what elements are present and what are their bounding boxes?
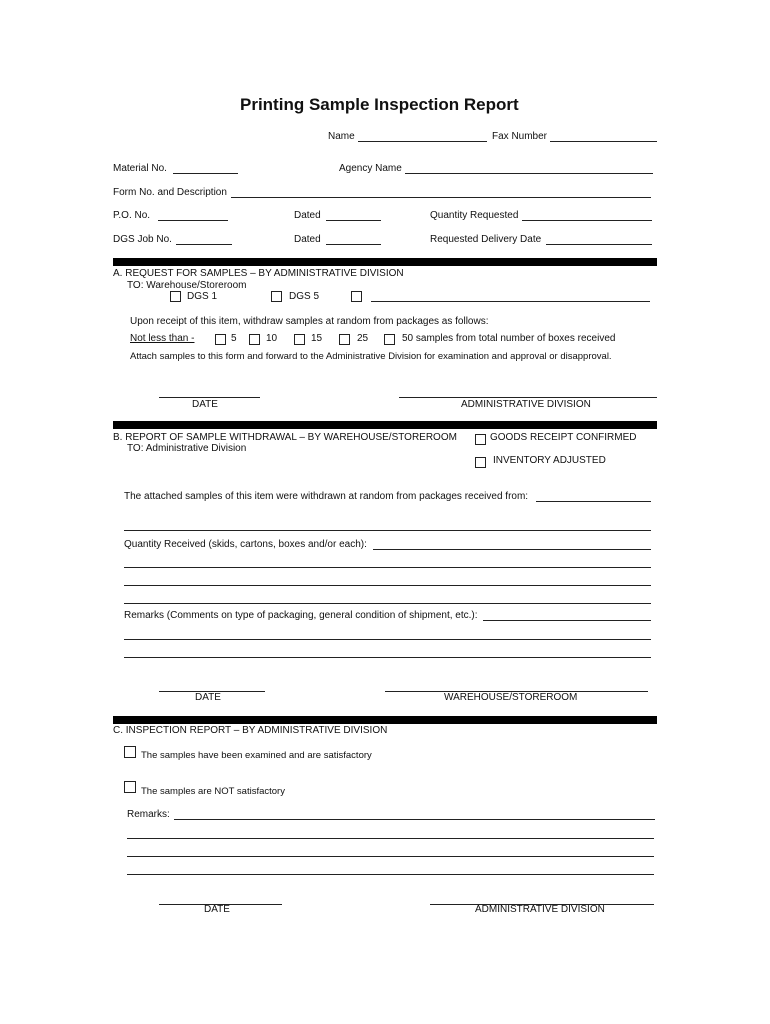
section-b-date-label: DATE (195, 692, 221, 703)
satisfactory-checkbox[interactable] (124, 746, 136, 758)
section-c-remarks-label: Remarks: (127, 809, 170, 820)
section-c-remarks-line-4[interactable] (127, 874, 654, 875)
qty-received-line-4[interactable] (124, 603, 651, 604)
withdrawn-from-field[interactable] (536, 501, 651, 502)
attach-instruction: Attach samples to this form and forward to the Administrative Division for examination and approval or disapproval. (130, 351, 612, 362)
section-c-heading: C. INSPECTION REPORT – BY ADMINISTRATIVE DIVISION (113, 725, 388, 736)
other-location-checkbox[interactable] (351, 291, 362, 302)
section-c-remarks-field[interactable] (174, 819, 655, 820)
inventory-adjusted-label: INVENTORY ADJUSTED (493, 455, 606, 466)
form-field[interactable] (231, 197, 651, 198)
qty-received-line-3[interactable] (124, 585, 651, 586)
sample-50-label: 50 samples from total number of boxes received (402, 333, 616, 344)
dgs5-label: DGS 5 (289, 291, 320, 302)
section-b-to: TO: Administrative Division (127, 443, 247, 454)
name-field[interactable] (358, 141, 487, 142)
not-satisfactory-label: The samples are NOT satisfactory (141, 786, 285, 797)
fax-field[interactable] (550, 141, 657, 142)
sample-25-checkbox[interactable] (339, 334, 350, 345)
dated-label-1: Dated (294, 210, 321, 221)
other-location-field[interactable] (371, 301, 650, 302)
section-c-date-label: DATE (204, 904, 230, 915)
dgs-job-field[interactable] (176, 244, 232, 245)
goods-receipt-label: GOODS RECEIPT CONFIRMED (490, 432, 637, 443)
qty-received-field[interactable] (373, 549, 651, 550)
agency-label: Agency Name (339, 163, 402, 174)
not-less-than-label: Not less than - (130, 333, 195, 344)
section-b-remarks-field[interactable] (483, 620, 651, 621)
goods-receipt-checkbox[interactable] (475, 434, 486, 445)
section-a-date-field[interactable] (159, 397, 260, 398)
dated-field-2[interactable] (326, 244, 381, 245)
withdrawn-from-line-2[interactable] (124, 530, 651, 531)
material-field[interactable] (173, 173, 238, 174)
sample-5-checkbox[interactable] (215, 334, 226, 345)
material-label: Material No. (113, 163, 167, 174)
sample-10-checkbox[interactable] (249, 334, 260, 345)
sample-50-checkbox[interactable] (384, 334, 395, 345)
dgs5-checkbox[interactable] (271, 291, 282, 302)
withdrawn-from-label: The attached samples of this item were withdrawn at random from packages received from: (124, 491, 529, 502)
withdraw-instruction: Upon receipt of this item, withdraw samples at random from packages as follows: (130, 316, 489, 327)
section-a-to: TO: Warehouse/Storeroom (127, 280, 247, 291)
req-delivery-label: Requested Delivery Date (430, 234, 542, 245)
name-label: Name (328, 131, 355, 142)
section-b-remarks-line-3[interactable] (124, 657, 651, 658)
section-a-division-label: ADMINISTRATIVE DIVISION (461, 399, 591, 410)
sample-5-label: 5 (231, 333, 237, 344)
sample-10-label: 10 (266, 333, 278, 344)
section-a-division-signature[interactable] (399, 397, 657, 398)
inventory-adjusted-checkbox[interactable] (475, 457, 486, 468)
dgs-job-label: DGS Job No. (113, 234, 172, 245)
section-c-remarks-line-3[interactable] (127, 856, 654, 857)
qty-received-label: Quantity Received (skids, cartons, boxes and/or each): (124, 539, 367, 550)
section-b-heading: B. REPORT OF SAMPLE WITHDRAWAL – BY WAREHOUSE/STOREROOM (113, 432, 457, 443)
section-c-division-label: ADMINISTRATIVE DIVISION (475, 904, 605, 915)
dgs1-checkbox[interactable] (170, 291, 181, 302)
section-c-remarks-line-2[interactable] (127, 838, 654, 839)
qty-received-line-2[interactable] (124, 567, 651, 568)
dated-label-2: Dated (294, 234, 321, 245)
qty-requested-label: Quantity Requested (430, 210, 519, 221)
sample-25-label: 25 (357, 333, 369, 344)
section-c-divider (113, 716, 657, 724)
fax-label: Fax Number (492, 131, 548, 142)
section-a-date-label: DATE (192, 399, 218, 410)
section-b-warehouse-label: WAREHOUSE/STOREROOM (444, 692, 578, 703)
po-field[interactable] (158, 220, 228, 221)
form-label: Form No. and Description (113, 187, 227, 198)
satisfactory-label: The samples have been examined and are satisfactory (141, 750, 372, 761)
section-a-divider (113, 258, 657, 266)
sample-15-checkbox[interactable] (294, 334, 305, 345)
req-delivery-field[interactable] (546, 244, 652, 245)
section-b-divider (113, 421, 657, 429)
section-b-remarks-label: Remarks (Comments on type of packaging, general condition of shipment, etc.): (124, 610, 478, 621)
dated-field-1[interactable] (326, 220, 381, 221)
po-label: P.O. No. (113, 210, 151, 221)
section-a-heading: A. REQUEST FOR SAMPLES – BY ADMINISTRATIVE DIVISION (113, 268, 404, 279)
dgs1-label: DGS 1 (187, 291, 218, 302)
section-b-remarks-line-2[interactable] (124, 639, 651, 640)
page-title: Printing Sample Inspection Report (240, 95, 519, 114)
agency-field[interactable] (405, 173, 653, 174)
sample-15-label: 15 (311, 333, 323, 344)
qty-requested-field[interactable] (522, 220, 652, 221)
not-satisfactory-checkbox[interactable] (124, 781, 136, 793)
